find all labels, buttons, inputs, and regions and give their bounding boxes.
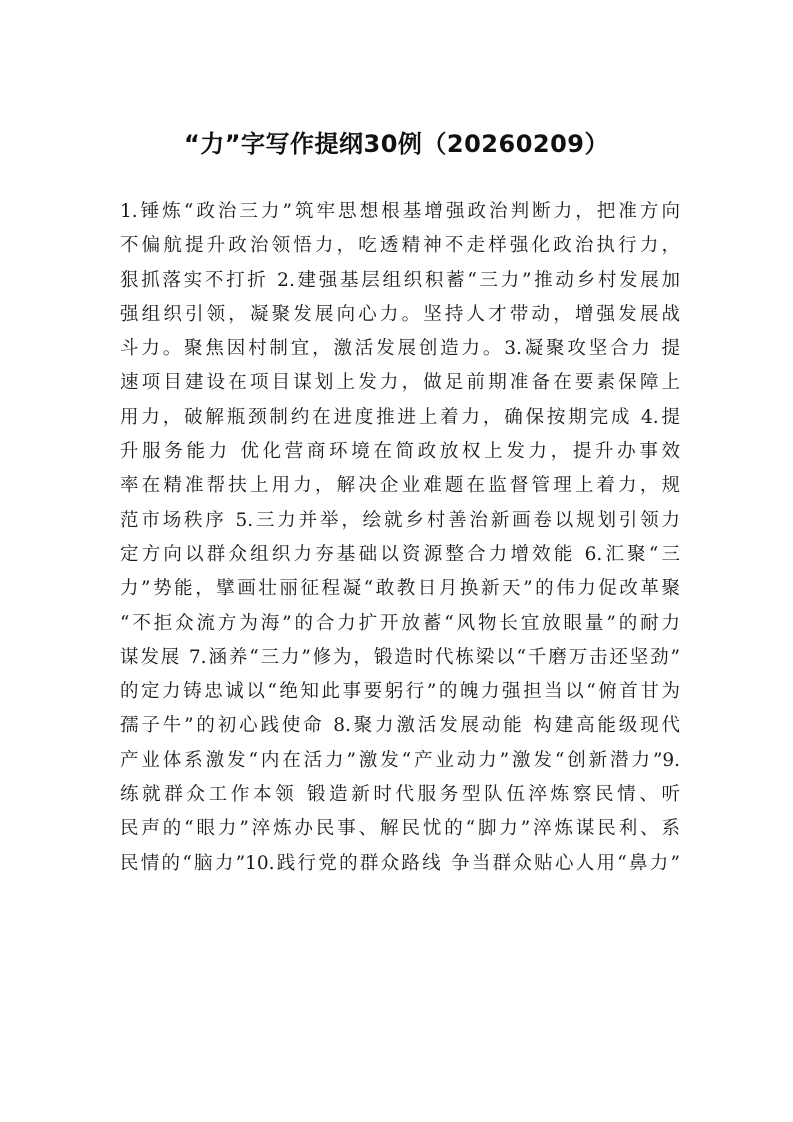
- body-text-line: 强组织引领，凝聚发展向心力。坚持人才带动，增强发展战: [120, 303, 680, 325]
- body-text-line: 升服务能力 优化营商环境在简政放权上发力，提升办事效: [120, 441, 680, 463]
- body-text-line: 斗力。聚焦因村制宜，激活发展创造力。3.凝聚攻坚合力 提: [120, 338, 680, 360]
- body-text-line: “不拒众流方为海”的合力扩开放蓄“风物长宜放眼量”的耐力: [120, 612, 680, 634]
- body-text-line: 的定力铸忠诚以“绝知此事要躬行”的魄力强担当以“俯首甘为: [120, 681, 680, 703]
- body-text-line: 不偏航提升政治领悟力，吃透精神不走样强化政治执行力，: [120, 235, 680, 257]
- body-text-line: 产业体系激发“内在活力”激发“产业动力”激发“创新潜力”9.: [120, 749, 680, 771]
- body-text-line: 民情的“脑力”10.践行党的群众路线 争当群众贴心人用“鼻力”: [120, 852, 680, 874]
- body-text-line: 练就群众工作本领 锻造新时代服务型队伍淬炼察民情、听: [120, 784, 680, 806]
- body-text-line: 率在精准帮扶上用力，解决企业难题在监督管理上着力，规: [120, 475, 680, 497]
- document-title: “力”字写作提纲30例（20260209）: [183, 130, 610, 158]
- body-text-line: 1.锤炼“政治三力”筑牢思想根基增强政治判断力，把准方向: [120, 201, 680, 222]
- body-text-line: 速项目建设在项目谋划上发力，做足前期准备在要素保障上: [120, 372, 680, 394]
- body-text-line: 谋发展 7.涵养“三力”修为，锻造时代栋梁以“千磨万击还坚劲”: [120, 646, 680, 668]
- body-text-line: 范市场秩序 5.三力并举，绘就乡村善治新画卷以规划引领力: [120, 509, 680, 531]
- body-text-line: 定方向以群众组织力夯基础以资源整合力增效能 6.汇聚“三: [120, 543, 680, 565]
- document-body: [120, 195, 680, 881]
- body-text-line: 孺子牛”的初心践使命 8.聚力激活发展动能 构建高能级现代: [120, 715, 680, 737]
- body-text-line: 民声的“眼力”淬炼办民事、解民忧的“脚力”淬炼谋民利、系: [120, 818, 680, 840]
- body-text-line: 狠抓落实不打折 2.建强基层组织积蓄“三力”推动乡村发展加: [120, 269, 680, 291]
- body-text-line: 用力，破解瓶颈制约在进度推进上着力，确保按期完成 4.提: [120, 406, 680, 428]
- body-text-line: 力”势能，擘画壮丽征程凝“敢教日月换新天”的伟力促改革聚: [120, 578, 680, 600]
